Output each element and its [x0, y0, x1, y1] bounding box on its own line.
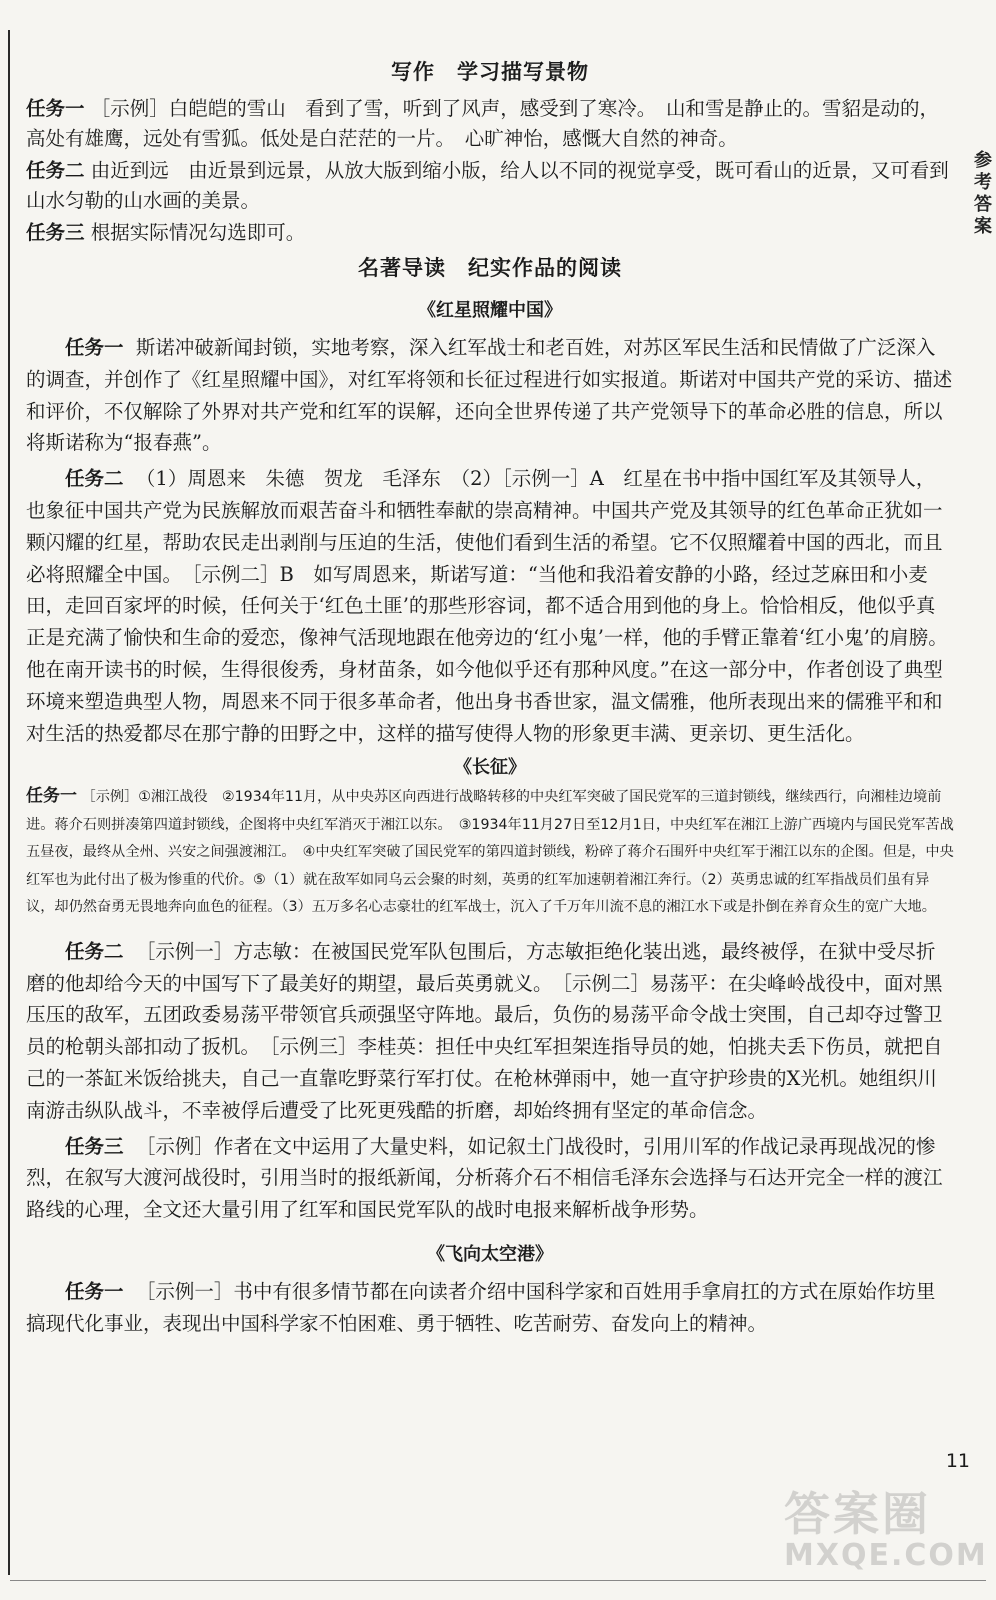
- side-section-label: 参考答案: [974, 150, 992, 237]
- writing-task3: [26, 218, 954, 248]
- task-text: ［示例一］方志敏：在被国民党军队包围后，方志敏拒绝化装出逃，最终被俘，在狱中受尽折磨的他却给今天的中国写下了最美好的期望，最后英勇就义。 ［示例二］易荡平：在尖峰岭战役中，面对黑压压的敌军，五团政委易荡平带领官兵顽强坚守阵地。最后，负伤的易荡平命令战士突围，自己却夺过警卫员的枪朝头部扣动了扳机。 ［示例三］李桂英：担任中央红军担架连指导员的她，怕挑夫丢下伤员，就把自己的一茶缸米饭给挑夫，自己一直靠吃野菜行军打仗。在枪林弹雨中，她一直守护珍贵的X光机。她组织川南游击纵队战斗，不幸被俘后遭受了比死更残酷的折磨，却始终拥有坚定的革命信念。: [26, 939, 943, 1122]
- task-text: ［示例］①湘江战役 ②1934年11月，从中央苏区向西进行战略转移的中央红军突破了国民党军的三道封锁线，继续西行，向湘桂边境前进。蒋介石则拼凑第四道封锁线，企图将中央红军消灭于湘江以东。 ③1934年11月27日至12月1日，中央红军在湘江上游广西境内与国民党军苦战五昼夜，最终从全州、兴安之间强渡湘江。 ④中央红军突破了国民党军的第四道封锁线，粉碎了蒋介石围歼中央红军于湘江以东的企图。但是，中央红军也为此付出了极为惨重的代价。⑤（1）就在敌军如同乌云会聚的时刻，英勇的红军加速朝着湘江奔行。（2）英勇忠诚的红军指战员们虽有异议，却仍然奋勇无畏地奔向血色的征程。（3）五万多名心志豪壮的红军战士，沉入了千万年川流不息的湘江水下或是扑倒在养育众生的宽广大地。: [26, 789, 954, 916]
- task-text: ［示例一］书中有很多情节都在向读者介绍中国科学家和百姓用手拿肩扛的方式在原始作坊里搞现代化事业，表现出中国科学家不怕困难、勇于牺牲、吃苦耐劳、奋发向上的精神。: [26, 1280, 936, 1335]
- task-label: 任务二: [26, 159, 85, 182]
- writing-task1: [26, 94, 954, 154]
- content-area: [26, 52, 954, 1344]
- watermark-logo-text: 答案圈: [784, 1487, 931, 1541]
- task-label: 任务一: [65, 1280, 124, 1304]
- task-text: （1）周恩来 朱德 贺龙 毛泽东 （2）［示例一］A 红星在书中指中国红军及其领导人，也象征中国共产党为民族解放而艰苦奋斗和牺牲奉献的崇高精神。中国共产党及其领导的红色革命正犹如一颗闪耀的红星，帮助农民走出剥削与压迫的生活，使他们看到生活的希望。它不仅照耀着中国的西北，而且必将照耀全中国。 ［示例二］B 如写周恩来，斯诺写道：“当他和我沿着安静的小路，经过芝麻田和小麦田，走回百家坪的时候，任何关于‘红色土匪’的那些形容词，都不适合用到他的身上。恰恰相反，他似乎真正是充满了愉快和生命的爱恋，像神气活现地跟在他旁边的‘红小鬼’一样，他的手臂正靠着‘红小鬼’的肩膀。他在南开读书的时候，生得很俊秀，身材苗条，如今他似乎还有那种风度。”在这一部分中，作者创设了典型环境来塑造典型人物，周恩来不同于很多革命者，他出身书香世家，温文儒雅，他所表现出来的儒雅平和和对生活的热爱都尽在那宁静的田野之中，这样的描写使得人物的形象更丰满、更亲切、更生活化。: [26, 467, 948, 745]
- left-binding-rule: [8, 30, 10, 1575]
- book-title-spaceport: 《飞向太空港》: [427, 1244, 553, 1266]
- spaceport-task1: [26, 1276, 954, 1340]
- bottom-rule: [10, 1580, 986, 1581]
- task-label: 任务一: [26, 97, 85, 120]
- task-label: 任务一: [65, 336, 124, 359]
- page-number: 11: [945, 1450, 970, 1472]
- red-star-task1: [26, 332, 954, 459]
- watermark-logo: [784, 1478, 988, 1578]
- writing-task2: [26, 156, 954, 216]
- writing-section-title: 写作 学习描写景物: [391, 60, 589, 84]
- task-text: 根据实际情况勾选即可。: [90, 221, 306, 244]
- book-title-long-march: 《长征》: [454, 757, 526, 779]
- task-text: ［示例］作者在文中运用了大量史料，如记叙土门战役时，引用川军的作战记录再现战况的惨烈，在叙写大渡河战役时，引用当时的报纸新闻，分析蒋介石不相信毛泽东会选择与石达开完全一样的渡江路线的心理，全文还大量引用了红军和国民党军队的战时电报来解析战争形势。: [26, 1134, 943, 1222]
- task-text: 由近到远 由近景到远景，从放大版到缩小版，给人以不同的视觉享受，既可看山的近景，又可看到山水匀勒的山水画的美景。: [26, 159, 949, 212]
- watermark-url-text: MXQE.COM: [784, 1538, 988, 1573]
- reading-section-title: 名著导读 纪实作品的阅读: [358, 256, 622, 280]
- long-march-task1: [26, 783, 954, 922]
- long-march-task3: [26, 1131, 954, 1226]
- long-march-task2: [26, 936, 954, 1127]
- task-label: 任务二: [65, 467, 124, 491]
- task-label: 任务三: [26, 221, 85, 244]
- task-label: 任务二: [65, 939, 124, 963]
- task-text: ［示例］白皑皑的雪山 看到了雪，听到了风声，感受到了寒冷。 山和雪是静止的。雪貂是动的，高处有雄鹰，远处有雪狐。低处是白茫茫的一片。 心旷神怡，感慨大自然的神奇。: [26, 97, 939, 150]
- task-label: 任务三: [65, 1134, 124, 1158]
- red-star-task2: [26, 463, 954, 749]
- task-text: 斯诺冲破新闻封锁，实地考察，深入红军战士和老百姓，对苏区军民生活和民情做了广泛深入的调查，并创作了《红星照耀中国》，对红军将领和长征过程进行如实报道。斯诺对中国共产党的采访、描述和评价，不仅解除了外界对共产党和红军的误解，还向全世界传递了共产党领导下的革命必胜的信息，所以将斯诺称为“报春燕”。: [26, 336, 953, 455]
- book-title-red-star: 《红星照耀中国》: [418, 300, 562, 321]
- task-label: 任务一: [26, 786, 77, 807]
